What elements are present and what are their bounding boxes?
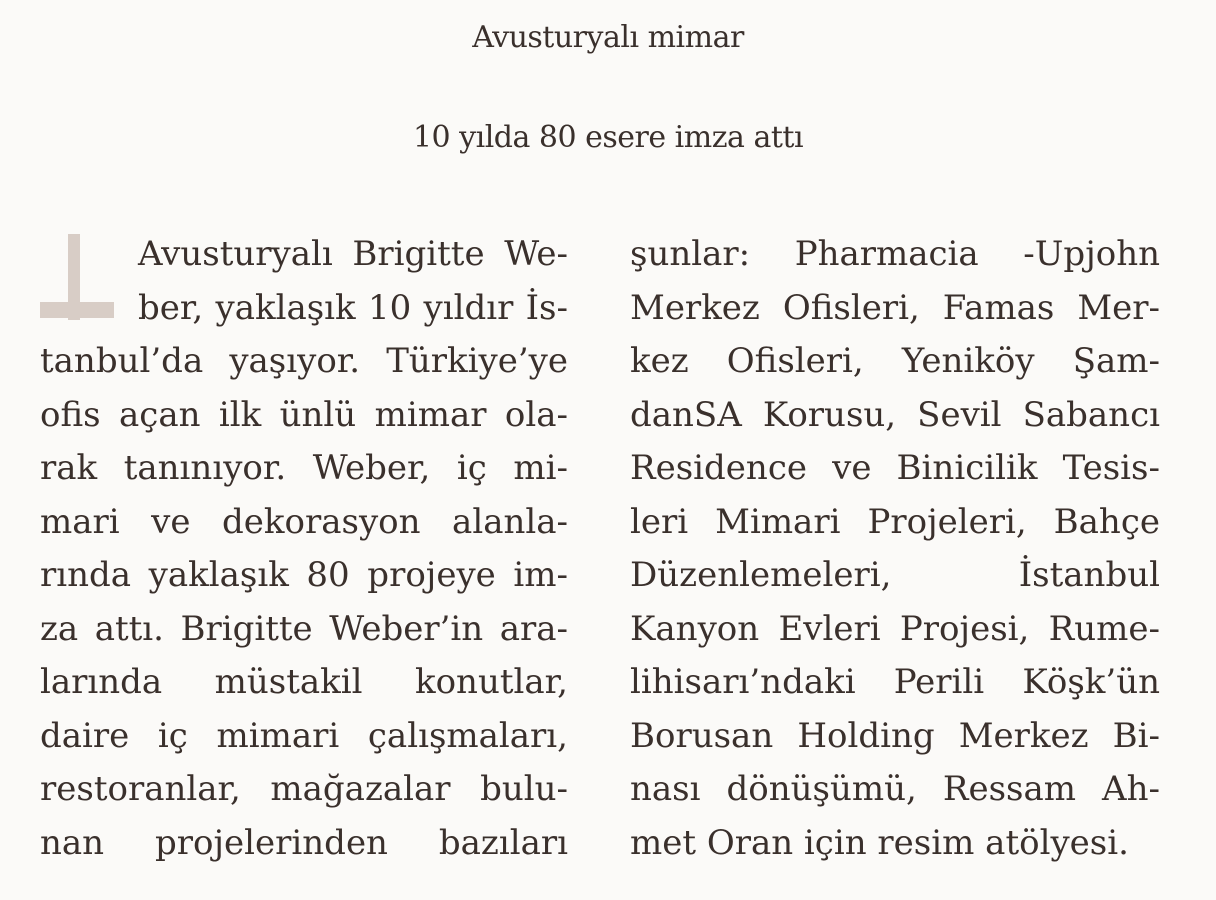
article-line: Düzenlemeleri, İstanbul: [630, 555, 1160, 595]
article-line: lihisarı’ndaki Perili Köşk’ün: [630, 662, 1160, 702]
article-line: rında yaklaşık 80 projeye im-: [40, 555, 568, 595]
article-line: Merkez Ofisleri, Famas Mer-: [630, 287, 1160, 328]
article-left-column: [40, 228, 568, 870]
article-right-column: [630, 228, 1160, 870]
article-line: met Oran için resim atölyesi.: [630, 822, 1129, 863]
article-line: Borusan Holding Merkez Bi-: [630, 715, 1160, 756]
headline-line-1: Avusturyalı mimar: [472, 20, 744, 55]
article-line: larında müstakil konutlar,: [40, 662, 568, 702]
article-line: Residence ve Binicilik Tesis-: [630, 448, 1160, 488]
article-line: za attı. Brigitte Weber’in ara-: [40, 608, 568, 649]
article-line: Avusturyalı Brigitte We-: [138, 234, 568, 274]
article-line: rak tanınıyor. Weber, iç mi-: [40, 448, 568, 488]
article-line: nan projelerinden bazıları: [40, 822, 568, 863]
article-line: kez Ofisleri, Yeniköy Şam-: [630, 341, 1160, 381]
article-line: tanbul’da yaşıyor. Türkiye’ye: [40, 341, 568, 381]
article-line: restoranlar, mağazalar bulu-: [40, 769, 568, 809]
article-line: leri Mimari Projeleri, Bahçe: [630, 501, 1160, 542]
article-line: nası dönüşümü, Ressam Ah-: [630, 769, 1160, 809]
article-line: ofis açan ilk ünlü mimar ola-: [40, 394, 568, 435]
article-line: Kanyon Evleri Projesi, Rume-: [630, 608, 1160, 649]
article-line: daire iç mimari çalışmaları,: [40, 715, 568, 756]
article-line: mari ve dekorasyon alanla-: [40, 501, 568, 542]
article-line: danSA Korusu, Sevil Sabancı: [630, 394, 1160, 435]
headline-line-2: 10 yılda 80 esere imza attı: [412, 120, 804, 155]
article-line: şunlar: Pharmacia -Upjohn: [630, 234, 1160, 274]
article-line: ber, yaklaşık 10 yıldır İs-: [138, 287, 568, 328]
